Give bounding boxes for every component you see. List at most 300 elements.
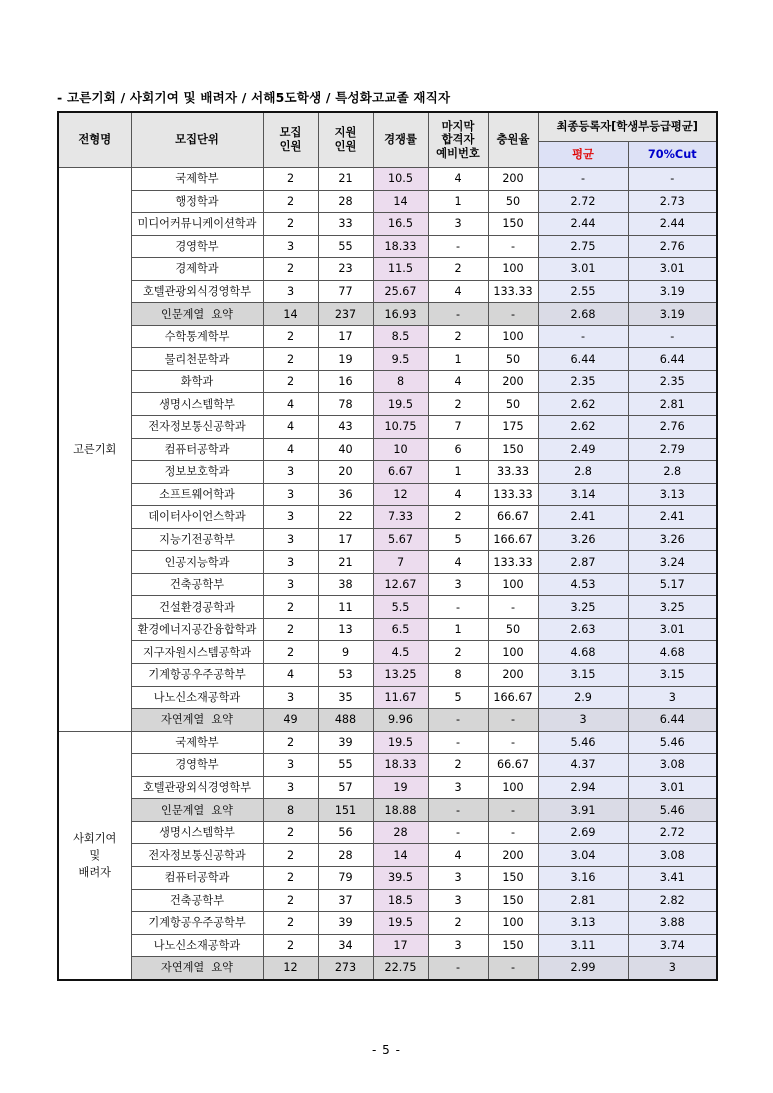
- unit-cell: 자연계열 요약: [131, 709, 263, 732]
- waitlist-cell: 4: [428, 370, 488, 393]
- waitlist-cell: 1: [428, 461, 488, 484]
- applicants-cell: 273: [318, 957, 373, 980]
- cut-cell: 5.46: [628, 731, 717, 754]
- unit-cell: 지능기전공학부: [131, 528, 263, 551]
- waitlist-cell: -: [428, 596, 488, 619]
- avg-cell: 2.63: [538, 618, 628, 641]
- fill-cell: 200: [488, 370, 538, 393]
- avg-cell: 2.75: [538, 235, 628, 258]
- applicants-cell: 35: [318, 686, 373, 709]
- applicants-cell: 17: [318, 325, 373, 348]
- fill-cell: 150: [488, 438, 538, 461]
- waitlist-cell: 8: [428, 664, 488, 687]
- unit-cell: 국제학부: [131, 168, 263, 191]
- table-row: [58, 280, 717, 303]
- waitlist-cell: -: [428, 303, 488, 326]
- unit-cell: 컴퓨터공학과: [131, 866, 263, 889]
- cut-cell: 4.68: [628, 641, 717, 664]
- unit-cell: 물리천문학과: [131, 348, 263, 371]
- cut-cell: 3.41: [628, 866, 717, 889]
- quota-cell: 2: [263, 844, 318, 867]
- avg-cell: 4.37: [538, 754, 628, 777]
- waitlist-cell: 6: [428, 438, 488, 461]
- fill-cell: 100: [488, 641, 538, 664]
- ratio-cell: 10.5: [373, 168, 428, 191]
- unit-cell: 인문계열 요약: [131, 799, 263, 822]
- fill-cell: 200: [488, 664, 538, 687]
- cut-cell: 3.01: [628, 618, 717, 641]
- header-unit: 모집단위: [131, 112, 263, 168]
- applicants-cell: 39: [318, 731, 373, 754]
- ratio-cell: 6.67: [373, 461, 428, 484]
- applicants-cell: 40: [318, 438, 373, 461]
- quota-cell: 2: [263, 258, 318, 281]
- waitlist-cell: 3: [428, 866, 488, 889]
- fill-cell: 66.67: [488, 506, 538, 529]
- quota-cell: 3: [263, 551, 318, 574]
- table-row: [58, 641, 717, 664]
- applicants-cell: 11: [318, 596, 373, 619]
- applicants-cell: 34: [318, 934, 373, 957]
- unit-cell: 컴퓨터공학과: [131, 438, 263, 461]
- unit-cell: 생명시스템학부: [131, 393, 263, 416]
- ratio-cell: 25.67: [373, 280, 428, 303]
- fill-cell: 150: [488, 889, 538, 912]
- ratio-cell: 19: [373, 776, 428, 799]
- group-name: 고른기회: [58, 168, 131, 732]
- applicants-cell: 19: [318, 348, 373, 371]
- applicants-cell: 17: [318, 528, 373, 551]
- ratio-cell: 6.5: [373, 618, 428, 641]
- fill-cell: 133.33: [488, 551, 538, 574]
- applicants-cell: 21: [318, 168, 373, 191]
- waitlist-cell: 2: [428, 912, 488, 935]
- ratio-cell: 18.33: [373, 754, 428, 777]
- waitlist-cell: 4: [428, 483, 488, 506]
- avg-cell: 2.87: [538, 551, 628, 574]
- waitlist-cell: 1: [428, 190, 488, 213]
- avg-cell: 2.94: [538, 776, 628, 799]
- ratio-cell: 10: [373, 438, 428, 461]
- ratio-cell: 5.5: [373, 596, 428, 619]
- fill-cell: -: [488, 799, 538, 822]
- unit-cell: 건설환경공학과: [131, 596, 263, 619]
- fill-cell: 100: [488, 912, 538, 935]
- applicants-cell: 21: [318, 551, 373, 574]
- table-row: [58, 506, 717, 529]
- fill-cell: 133.33: [488, 280, 538, 303]
- fill-cell: 100: [488, 776, 538, 799]
- applicants-cell: 38: [318, 573, 373, 596]
- fill-cell: -: [488, 303, 538, 326]
- waitlist-cell: 3: [428, 889, 488, 912]
- applicants-cell: 79: [318, 866, 373, 889]
- quota-cell: 2: [263, 889, 318, 912]
- ratio-cell: 4.5: [373, 641, 428, 664]
- table-row: [58, 821, 717, 844]
- unit-cell: 전자정보통신공학과: [131, 416, 263, 439]
- avg-cell: 4.53: [538, 573, 628, 596]
- unit-cell: 인문계열 요약: [131, 303, 263, 326]
- waitlist-cell: 4: [428, 168, 488, 191]
- waitlist-cell: 7: [428, 416, 488, 439]
- table-row: [58, 618, 717, 641]
- unit-cell: 환경에너지공간융합학과: [131, 618, 263, 641]
- table-row: [58, 573, 717, 596]
- summary-row: [58, 799, 717, 822]
- cut-cell: 2.81: [628, 393, 717, 416]
- cut-cell: 2.79: [628, 438, 717, 461]
- ratio-cell: 16.93: [373, 303, 428, 326]
- avg-cell: -: [538, 325, 628, 348]
- section-title: - 고른기회 / 사회기여 및 배려자 / 서해5도학생 / 특성화고교졸 재직자: [57, 90, 451, 105]
- cut-cell: 2.72: [628, 821, 717, 844]
- fill-cell: -: [488, 235, 538, 258]
- ratio-cell: 10.75: [373, 416, 428, 439]
- fill-cell: -: [488, 731, 538, 754]
- unit-cell: 정보보호학과: [131, 461, 263, 484]
- avg-cell: 3.25: [538, 596, 628, 619]
- ratio-cell: 12.67: [373, 573, 428, 596]
- ratio-cell: 14: [373, 190, 428, 213]
- header-average: 평균: [538, 142, 628, 168]
- unit-cell: 생명시스템학부: [131, 821, 263, 844]
- quota-cell: 3: [263, 686, 318, 709]
- cut-cell: 3: [628, 686, 717, 709]
- cut-cell: 3: [628, 957, 717, 980]
- fill-cell: 50: [488, 618, 538, 641]
- cut-cell: 2.73: [628, 190, 717, 213]
- header-applicants: 지원 인원: [318, 112, 373, 168]
- fill-cell: 150: [488, 934, 538, 957]
- ratio-cell: 19.5: [373, 393, 428, 416]
- ratio-cell: 16.5: [373, 213, 428, 236]
- waitlist-cell: 4: [428, 280, 488, 303]
- applicants-cell: 33: [318, 213, 373, 236]
- quota-cell: 2: [263, 821, 318, 844]
- fill-cell: -: [488, 709, 538, 732]
- table-row: [58, 393, 717, 416]
- table-row: [58, 686, 717, 709]
- avg-cell: 2.41: [538, 506, 628, 529]
- unit-cell: 경영학부: [131, 754, 263, 777]
- quota-cell: 14: [263, 303, 318, 326]
- ratio-cell: 7: [373, 551, 428, 574]
- ratio-cell: 8.5: [373, 325, 428, 348]
- cut-cell: 2.35: [628, 370, 717, 393]
- table-row: [58, 664, 717, 687]
- ratio-cell: 19.5: [373, 912, 428, 935]
- applicants-cell: 77: [318, 280, 373, 303]
- avg-cell: 2.72: [538, 190, 628, 213]
- table-row: [58, 416, 717, 439]
- fill-cell: 100: [488, 573, 538, 596]
- header-waitlist: 마지막 합격자 예비번호: [428, 112, 488, 168]
- unit-cell: 경제학과: [131, 258, 263, 281]
- avg-cell: 3.11: [538, 934, 628, 957]
- cut-cell: 2.82: [628, 889, 717, 912]
- unit-cell: 건축공학부: [131, 573, 263, 596]
- waitlist-cell: 5: [428, 528, 488, 551]
- ratio-cell: 39.5: [373, 866, 428, 889]
- header-fill-rate: 충원율: [488, 112, 538, 168]
- cut-cell: 6.44: [628, 709, 717, 732]
- waitlist-cell: -: [428, 235, 488, 258]
- table-row: [58, 596, 717, 619]
- quota-cell: 12: [263, 957, 318, 980]
- quota-cell: 2: [263, 934, 318, 957]
- waitlist-cell: -: [428, 731, 488, 754]
- quota-cell: 8: [263, 799, 318, 822]
- unit-cell: 나노신소재공학과: [131, 686, 263, 709]
- ratio-cell: 19.5: [373, 731, 428, 754]
- avg-cell: 3.91: [538, 799, 628, 822]
- applicants-cell: 37: [318, 889, 373, 912]
- avg-cell: 2.81: [538, 889, 628, 912]
- table-row: [58, 325, 717, 348]
- fill-cell: 150: [488, 213, 538, 236]
- cut-cell: 3.08: [628, 844, 717, 867]
- avg-cell: 3.01: [538, 258, 628, 281]
- table-body: [58, 168, 717, 980]
- waitlist-cell: 2: [428, 258, 488, 281]
- fill-cell: 50: [488, 393, 538, 416]
- admissions-table: [57, 111, 718, 981]
- avg-cell: 2.55: [538, 280, 628, 303]
- fill-cell: 33.33: [488, 461, 538, 484]
- page-number: - 5 -: [372, 1043, 401, 1057]
- table-row: [58, 731, 717, 754]
- quota-cell: 2: [263, 168, 318, 191]
- unit-cell: 전자정보통신공학과: [131, 844, 263, 867]
- ratio-cell: 9.96: [373, 709, 428, 732]
- fill-cell: 166.67: [488, 686, 538, 709]
- cut-cell: 3.08: [628, 754, 717, 777]
- ratio-cell: 18.5: [373, 889, 428, 912]
- avg-cell: 2.62: [538, 416, 628, 439]
- quota-cell: 2: [263, 731, 318, 754]
- table-row: [58, 528, 717, 551]
- table-row: [58, 370, 717, 393]
- fill-cell: 66.67: [488, 754, 538, 777]
- waitlist-cell: 5: [428, 686, 488, 709]
- cut-cell: 2.44: [628, 213, 717, 236]
- ratio-cell: 14: [373, 844, 428, 867]
- avg-cell: 2.49: [538, 438, 628, 461]
- waitlist-cell: 3: [428, 776, 488, 799]
- summary-row: [58, 709, 717, 732]
- cut-cell: -: [628, 168, 717, 191]
- quota-cell: 3: [263, 573, 318, 596]
- quota-cell: 2: [263, 370, 318, 393]
- fill-cell: -: [488, 596, 538, 619]
- cut-cell: 3.24: [628, 551, 717, 574]
- fill-cell: 100: [488, 325, 538, 348]
- avg-cell: 3.16: [538, 866, 628, 889]
- waitlist-cell: 3: [428, 213, 488, 236]
- applicants-cell: 151: [318, 799, 373, 822]
- cut-cell: 3.19: [628, 280, 717, 303]
- waitlist-cell: -: [428, 821, 488, 844]
- unit-cell: 기계항공우주공학부: [131, 664, 263, 687]
- table-row: [58, 348, 717, 371]
- table-row: [58, 754, 717, 777]
- applicants-cell: 20: [318, 461, 373, 484]
- cut-cell: 2.8: [628, 461, 717, 484]
- ratio-cell: 28: [373, 821, 428, 844]
- quota-cell: 4: [263, 664, 318, 687]
- ratio-cell: 8: [373, 370, 428, 393]
- quota-cell: 3: [263, 754, 318, 777]
- waitlist-cell: -: [428, 957, 488, 980]
- waitlist-cell: 4: [428, 551, 488, 574]
- waitlist-cell: 2: [428, 506, 488, 529]
- header-type: 전형명: [58, 112, 131, 168]
- quota-cell: 2: [263, 213, 318, 236]
- ratio-cell: 17: [373, 934, 428, 957]
- avg-cell: 4.68: [538, 641, 628, 664]
- group-name: 사회기여 및 배려자: [58, 731, 131, 980]
- cut-cell: 2.76: [628, 416, 717, 439]
- avg-cell: 3.14: [538, 483, 628, 506]
- avg-cell: 2.68: [538, 303, 628, 326]
- cut-cell: 2.76: [628, 235, 717, 258]
- avg-cell: 2.9: [538, 686, 628, 709]
- applicants-cell: 55: [318, 754, 373, 777]
- fill-cell: -: [488, 957, 538, 980]
- quota-cell: 2: [263, 866, 318, 889]
- waitlist-cell: 2: [428, 641, 488, 664]
- applicants-cell: 55: [318, 235, 373, 258]
- unit-cell: 호텔관광외식경영학부: [131, 776, 263, 799]
- fill-cell: 50: [488, 348, 538, 371]
- avg-cell: 2.99: [538, 957, 628, 980]
- avg-cell: 3.04: [538, 844, 628, 867]
- quota-cell: 3: [263, 235, 318, 258]
- table-row: [58, 168, 717, 191]
- unit-cell: 소프트웨어학과: [131, 483, 263, 506]
- table-row: [58, 776, 717, 799]
- applicants-cell: 56: [318, 821, 373, 844]
- unit-cell: 경영학부: [131, 235, 263, 258]
- fill-cell: 200: [488, 844, 538, 867]
- avg-cell: 2.62: [538, 393, 628, 416]
- waitlist-cell: 4: [428, 844, 488, 867]
- avg-cell: 5.46: [538, 731, 628, 754]
- cut-cell: 3.15: [628, 664, 717, 687]
- ratio-cell: 5.67: [373, 528, 428, 551]
- avg-cell: 2.8: [538, 461, 628, 484]
- summary-row: [58, 303, 717, 326]
- ratio-cell: 11.5: [373, 258, 428, 281]
- ratio-cell: 22.75: [373, 957, 428, 980]
- ratio-cell: 18.88: [373, 799, 428, 822]
- ratio-cell: 13.25: [373, 664, 428, 687]
- unit-cell: 호텔관광외식경영학부: [131, 280, 263, 303]
- fill-cell: 100: [488, 258, 538, 281]
- quota-cell: 2: [263, 912, 318, 935]
- applicants-cell: 43: [318, 416, 373, 439]
- applicants-cell: 28: [318, 190, 373, 213]
- avg-cell: 3.13: [538, 912, 628, 935]
- quota-cell: 2: [263, 596, 318, 619]
- ratio-cell: 18.33: [373, 235, 428, 258]
- waitlist-cell: 2: [428, 393, 488, 416]
- waitlist-cell: 1: [428, 348, 488, 371]
- summary-row: [58, 957, 717, 980]
- table-row: [58, 235, 717, 258]
- table-row: [58, 551, 717, 574]
- table-row: [58, 934, 717, 957]
- unit-cell: 화학과: [131, 370, 263, 393]
- avg-cell: 3.15: [538, 664, 628, 687]
- cut-cell: 5.46: [628, 799, 717, 822]
- ratio-cell: 11.67: [373, 686, 428, 709]
- avg-cell: 3: [538, 709, 628, 732]
- quota-cell: 4: [263, 416, 318, 439]
- fill-cell: 166.67: [488, 528, 538, 551]
- fill-cell: 200: [488, 168, 538, 191]
- unit-cell: 데이터사이언스학과: [131, 506, 263, 529]
- table-row: [58, 190, 717, 213]
- table-row: [58, 912, 717, 935]
- quota-cell: 3: [263, 483, 318, 506]
- header-final-registrants: 최종등록자[학생부등급평균]: [538, 112, 717, 142]
- waitlist-cell: 3: [428, 934, 488, 957]
- header-ratio: 경쟁률: [373, 112, 428, 168]
- avg-cell: -: [538, 168, 628, 191]
- applicants-cell: 23: [318, 258, 373, 281]
- applicants-cell: 488: [318, 709, 373, 732]
- applicants-cell: 13: [318, 618, 373, 641]
- table-row: [58, 258, 717, 281]
- applicants-cell: 9: [318, 641, 373, 664]
- cut-cell: -: [628, 325, 717, 348]
- unit-cell: 수학통계학부: [131, 325, 263, 348]
- quota-cell: 4: [263, 393, 318, 416]
- table-row: [58, 889, 717, 912]
- quota-cell: 2: [263, 618, 318, 641]
- cut-cell: 3.01: [628, 258, 717, 281]
- quota-cell: 3: [263, 528, 318, 551]
- quota-cell: 3: [263, 776, 318, 799]
- fill-cell: 133.33: [488, 483, 538, 506]
- applicants-cell: 16: [318, 370, 373, 393]
- cut-cell: 3.01: [628, 776, 717, 799]
- avg-cell: 2.35: [538, 370, 628, 393]
- quota-cell: 3: [263, 506, 318, 529]
- cut-cell: 6.44: [628, 348, 717, 371]
- applicants-cell: 53: [318, 664, 373, 687]
- cut-cell: 5.17: [628, 573, 717, 596]
- table-row: [58, 844, 717, 867]
- quota-cell: 2: [263, 325, 318, 348]
- applicants-cell: 28: [318, 844, 373, 867]
- avg-cell: 2.69: [538, 821, 628, 844]
- avg-cell: 3.26: [538, 528, 628, 551]
- fill-cell: 150: [488, 866, 538, 889]
- applicants-cell: 57: [318, 776, 373, 799]
- cut-cell: 3.88: [628, 912, 717, 935]
- cut-cell: 3.19: [628, 303, 717, 326]
- waitlist-cell: -: [428, 709, 488, 732]
- cut-cell: 3.25: [628, 596, 717, 619]
- cut-cell: 3.13: [628, 483, 717, 506]
- applicants-cell: 39: [318, 912, 373, 935]
- unit-cell: 행정학과: [131, 190, 263, 213]
- quota-cell: 2: [263, 190, 318, 213]
- waitlist-cell: 2: [428, 325, 488, 348]
